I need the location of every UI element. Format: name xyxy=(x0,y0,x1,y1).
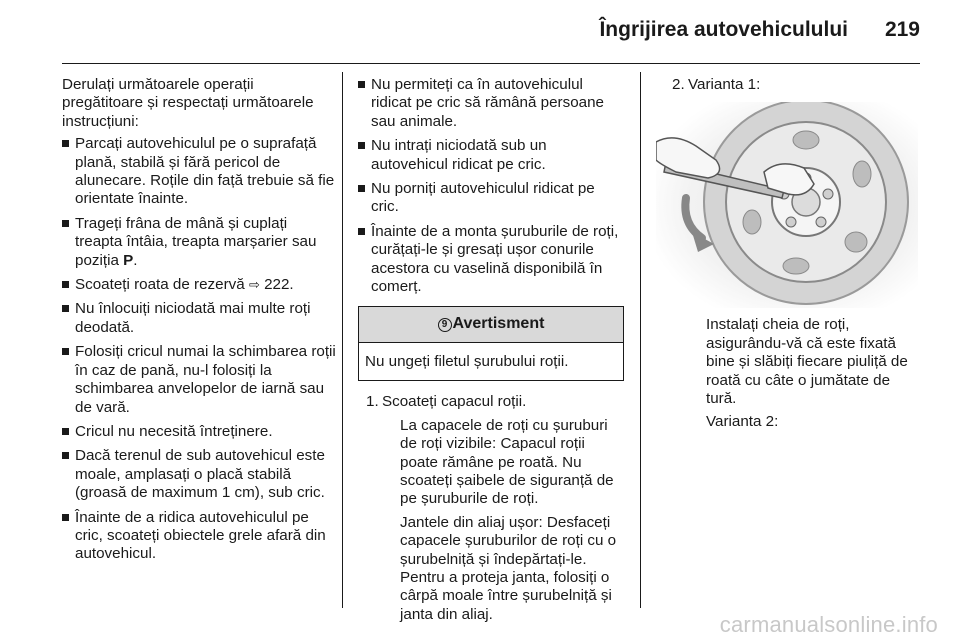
list-item: Nu permiteți ca în autovehiculul ridicat pe cric să rămână persoane sau animale. xyxy=(358,76,624,131)
gear-position-p: P xyxy=(123,251,134,269)
warning-header xyxy=(359,307,623,342)
intro-paragraph: Derulați următoarele operații pregătitoare și respectați următoarele instrucțiuni: xyxy=(62,76,314,130)
step-number: 1. xyxy=(366,393,379,411)
column-2 xyxy=(358,76,624,629)
list-item: Folosiți cricul numai la schimbarea roții în caz de pană, nu-l folosiți la schimbarea anvelopelor de iarnă sau de vară. xyxy=(62,343,336,417)
page-title: Îngrijirea autovehiculului xyxy=(599,18,848,41)
list-item: Nu înlocuiți niciodată mai multe roți deodată. xyxy=(62,300,336,337)
safety-list xyxy=(358,76,624,296)
step-number: 2. xyxy=(672,76,685,93)
warning-icon: 9 xyxy=(438,318,452,332)
page-reference-icon: ⇨ xyxy=(248,277,260,293)
step-paragraph: Varianta 2: xyxy=(706,413,779,431)
list-item: Parcați autovehiculul pe o suprafață plană, stabilă și fără pericol de alunecare. Roțile din față trebuie să fie orientate înainte. xyxy=(62,135,336,209)
step-paragraph: La capacele de roți cu șuruburi de roți vizibile: Capacul roții poate rămâne pe roată. Nu scoateți șaibele de siguranță de pe șuruburile de roți. xyxy=(400,416,614,508)
list-item: Dacă terenul de sub autovehicul este moale, amplasați o placă stabilă (groasă de maximum 1 cm), sub cric. xyxy=(62,447,336,502)
step-2 xyxy=(664,76,924,94)
list-item-text: Scoateți roata de rezervă xyxy=(75,276,245,294)
list-item: Înainte de a ridica autovehiculul pe cric, scoateți obiectele grele afară din autovehicul. xyxy=(62,509,336,564)
step-paragraph: Jantele din aliaj ușor: Desfaceți capacele șuruburilor de roți cu o șurubelniță și îndepărtați-le. Pentru a proteja janta, folosiți o cârpă moale între șurubelniță și janta din aliaj. xyxy=(400,513,617,623)
header-rule xyxy=(62,63,920,64)
list-item: Cricul nu necesită întreținere. xyxy=(62,423,336,441)
wheel-wrench-illustration xyxy=(656,102,918,308)
watermark: carmanualsonline.info xyxy=(719,612,938,637)
column-divider-1 xyxy=(342,72,343,608)
step-1 xyxy=(358,393,624,624)
warning-title: Avertisment xyxy=(452,315,545,333)
column-1 xyxy=(62,76,336,570)
preparation-list xyxy=(62,135,336,564)
list-item: Nu intrați niciodată sub un autovehicul ridicat pe cric. xyxy=(358,137,624,174)
step-title: Varianta 1: xyxy=(688,76,761,93)
page-header xyxy=(0,0,960,60)
column-3 xyxy=(664,76,924,437)
list-item: Înainte de a monta șuruburile de roți, curățați-le și gresați ușor conurile acestora cu vaselină disponibilă în comerț. xyxy=(358,223,624,297)
wheel-illustration-svg xyxy=(656,102,918,308)
list-item-text: Trageți frâna de mână și cuplați treapta întâia, treapta marșarier sau poziția xyxy=(75,214,317,269)
step-2-details xyxy=(664,316,924,431)
step-paragraph: Instalați cheia de roți, asigurându-vă că este fixată bine și slăbiți fiecare piuliță de roată cu câte o jumătate de tură. xyxy=(706,316,908,408)
warning-body: Nu ungeți filetul șurubului roții. xyxy=(365,352,569,370)
column-divider-2 xyxy=(640,72,641,608)
list-item: Nu porniți autovehiculul ridicat pe cric. xyxy=(358,180,624,217)
list-item: Trageți frâna de mână și cuplați treapta întâia, treapta marșarier sau poziția P. xyxy=(62,215,336,270)
step-title: Scoateți capacul roții. xyxy=(382,393,527,411)
page-reference[interactable]: 222 xyxy=(264,276,290,294)
page-number: 219 xyxy=(884,18,920,41)
warning-box xyxy=(358,306,624,381)
list-item: Scoateți roata de rezervă ⇨ 222. xyxy=(62,276,336,294)
